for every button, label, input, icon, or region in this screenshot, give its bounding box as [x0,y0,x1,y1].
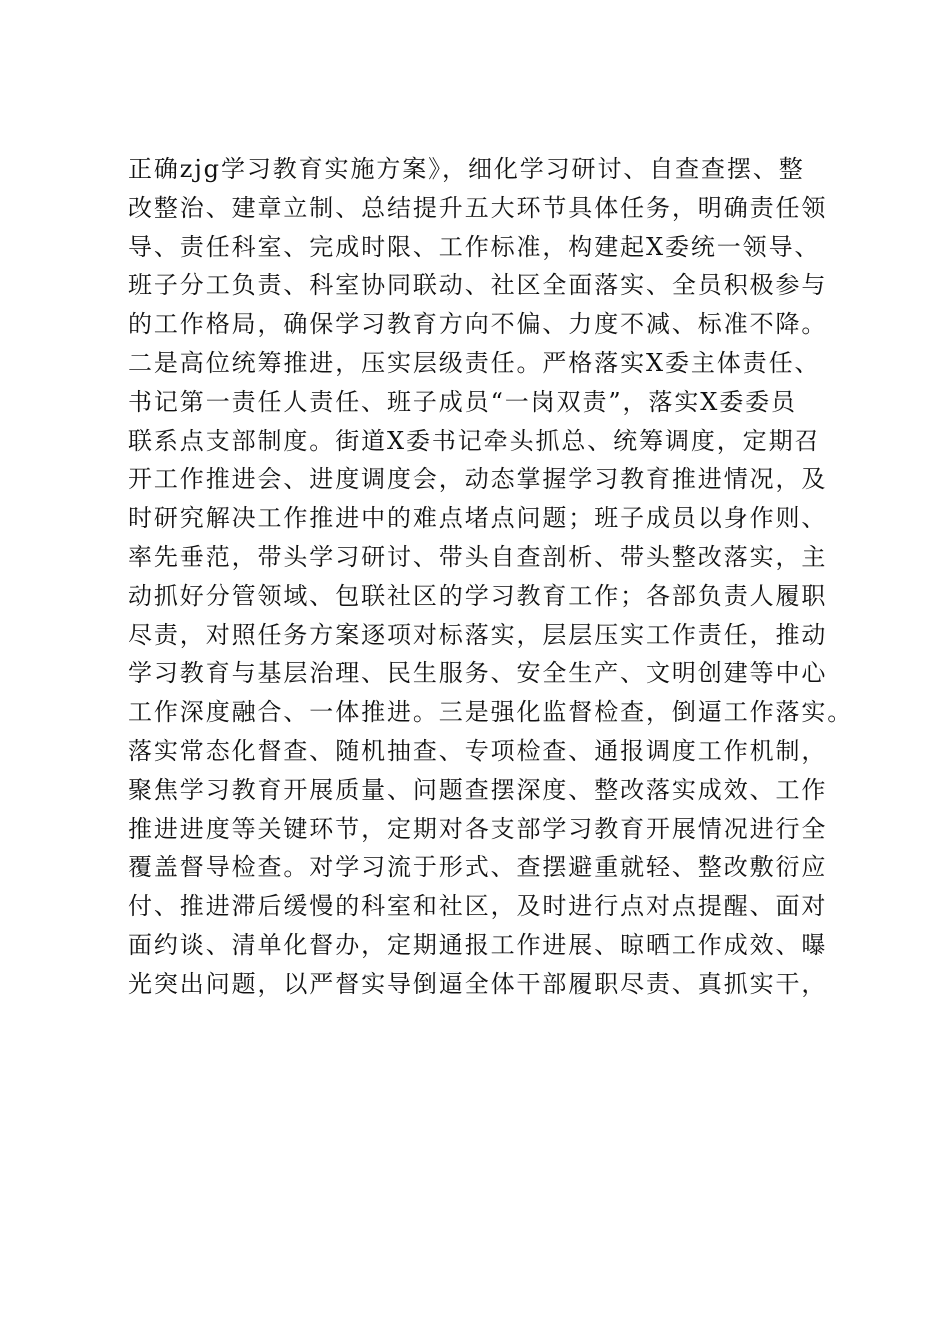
text-line-22: 光突出问题，以严督实导倒逼全体干部履职尽责、真抓实干， [128,969,828,998]
text-line-6: 二是高位统筹推进，压实层级责任。严格落实X委主体责任、 [128,348,821,377]
text-line-12: 动抓好分管领域、包联社区的学习教育工作；各部负责人履职 [128,581,828,610]
text-line-19: 覆盖督导检查。对学习流于形式、查摆避重就轻、整改敷衍应 [128,853,828,882]
text-line-5: 的工作格局，确保学习教育方向不偏、力度不减、标准不降。 [128,310,828,339]
text-line-1: 正确zjg学习教育实施方案》，细化学习研讨、自查查摆、整 [128,155,805,183]
text-line-14: 学习教育与基层治理、民生服务、安全生产、文明创建等中心 [128,659,828,688]
text-line-9: 开工作推进会、进度调度会，动态掌握学习教育推进情况，及 [128,465,828,494]
text-line-17: 聚焦学习教育开展质量、问题查摆深度、整改落实成效、工作 [128,775,828,804]
text-line-18: 推进进度等关键环节，定期对各支部学习教育开展情况进行全 [128,814,828,843]
text-line-10: 时研究解决工作推进中的难点堵点问题；班子成员以身作则、 [128,504,828,533]
body-text [128,150,854,1004]
text-line-3: 导、责任科室、完成时限、工作标准，构建起X委统一领导、 [128,232,821,261]
text-line-8: 联系点支部制度。街道X委书记牵头抓总、统筹调度，定期召 [128,426,821,455]
text-line-4: 班子分工负责、科室协同联动、社区全面落实、全员积极参与 [128,271,828,300]
text-line-20: 付、推进滞后缓慢的科室和社区，及时进行点对点提醒、面对 [128,892,828,921]
text-line-2: 改整治、建章立制、总结提升五大环节具体任务，明确责任领 [128,193,828,222]
text-line-16: 落实常态化督查、随机抽查、专项检查、通报调度工作机制， [128,736,828,765]
text-line-21: 面约谈、清单化督办，定期通报工作进展、晾晒工作成效、曝 [128,930,828,959]
text-line-11: 率先垂范，带头学习研讨、带头自查剖析、带头整改落实，主 [128,542,828,571]
text-line-13: 尽责，对照任务方案逐项对标落实，层层压实工作责任，推动 [128,620,828,649]
text-line-7: 书记第一责任人责任、班子成员“一岗双责”，落实X委委员 [128,387,797,416]
text-line-15: 工作深度融合、一体推进。三是强化监督检查，倒逼工作落实。 [128,698,854,727]
